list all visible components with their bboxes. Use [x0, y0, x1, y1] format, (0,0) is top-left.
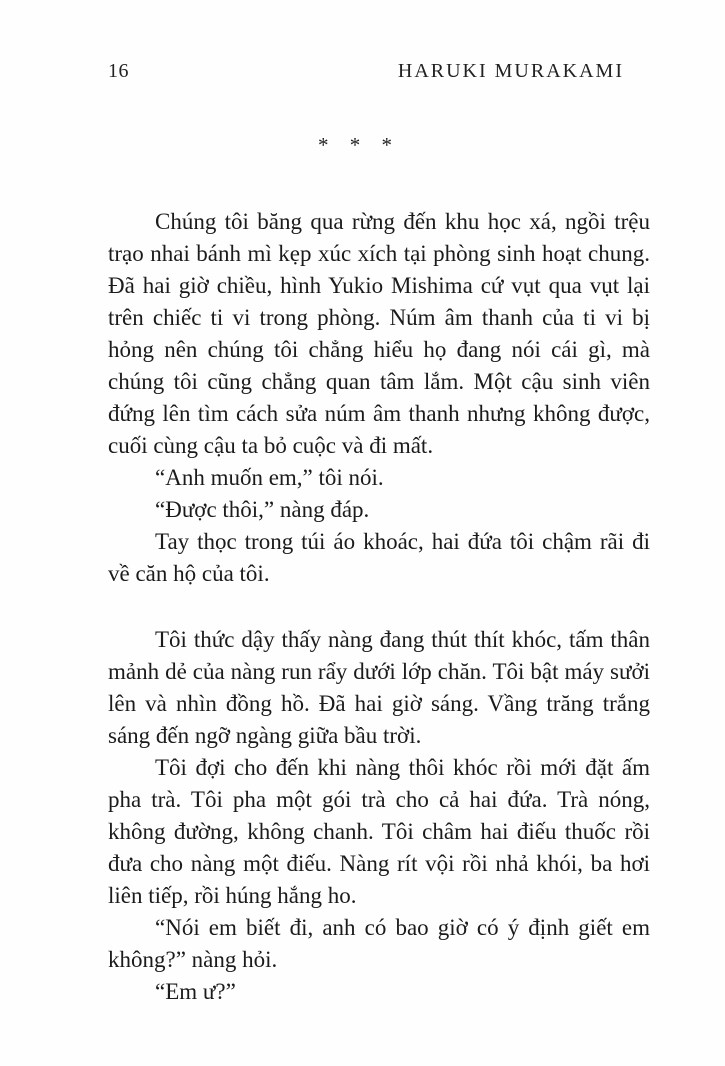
body-text	[108, 206, 650, 1008]
page-header	[108, 60, 650, 83]
paragraph-dialog: “Nói em biết đi, anh có bao giờ có ý định giết em không?” nàng hỏi.	[108, 915, 650, 972]
paragraph: Tay thọc trong túi áo khoác, hai đứa tôi chậm rãi đi về căn hộ của tôi.	[108, 529, 650, 586]
paragraph: Tôi đợi cho đến khi nàng thôi khóc rồi mới đặt ấm pha trà. Tôi pha một gói trà cho cả hai đứa. Trà nóng, không đường, không chanh. Tôi châm hai điếu thuốc rồi đưa cho nàng một điếu. Nàng rít vội rồi nhả khói, ba hơi liên tiếp, rồi húng hắng ho.	[108, 755, 650, 908]
page-number: 16	[108, 60, 129, 82]
section-separator: * * *	[318, 133, 392, 157]
paragraph-dialog: “Được thôi,” nàng đáp.	[155, 497, 370, 522]
page-content	[108, 60, 650, 1008]
paragraph-dialog: “Em ư?”	[155, 979, 236, 1004]
paragraph: Tôi thức dậy thấy nàng đang thút thít khóc, tấm thân mảnh dẻ của nàng run rẩy dưới lớp chăn. Tôi bật máy sưởi lên và nhìn đồng hồ. Đã hai giờ sáng. Vầng trăng trắng sáng đến ngỡ ngàng giữa bầu trời.	[108, 627, 650, 748]
paragraph-dialog: “Anh muốn em,” tôi nói.	[155, 465, 384, 490]
paragraph: Chúng tôi băng qua rừng đến khu học xá, ngồi trệu trạo nhai bánh mì kẹp xúc xích tại phòng sinh hoạt chung. Đã hai giờ chiều, hình Yukio Mishima cứ vụt qua vụt lại trên chiếc ti vi trong phòng. Núm âm thanh của ti vi bị hỏng nên chúng tôi chẳng hiểu họ đang nói cái gì, mà chúng tôi cũng chẳng quan tâm lắm. Một cậu sinh viên đứng lên tìm cách sửa núm âm thanh nhưng không được, cuối cùng cậu ta bỏ cuộc và đi mất.	[108, 209, 650, 458]
running-head-author: HARUKI MURAKAMI	[397, 60, 624, 82]
